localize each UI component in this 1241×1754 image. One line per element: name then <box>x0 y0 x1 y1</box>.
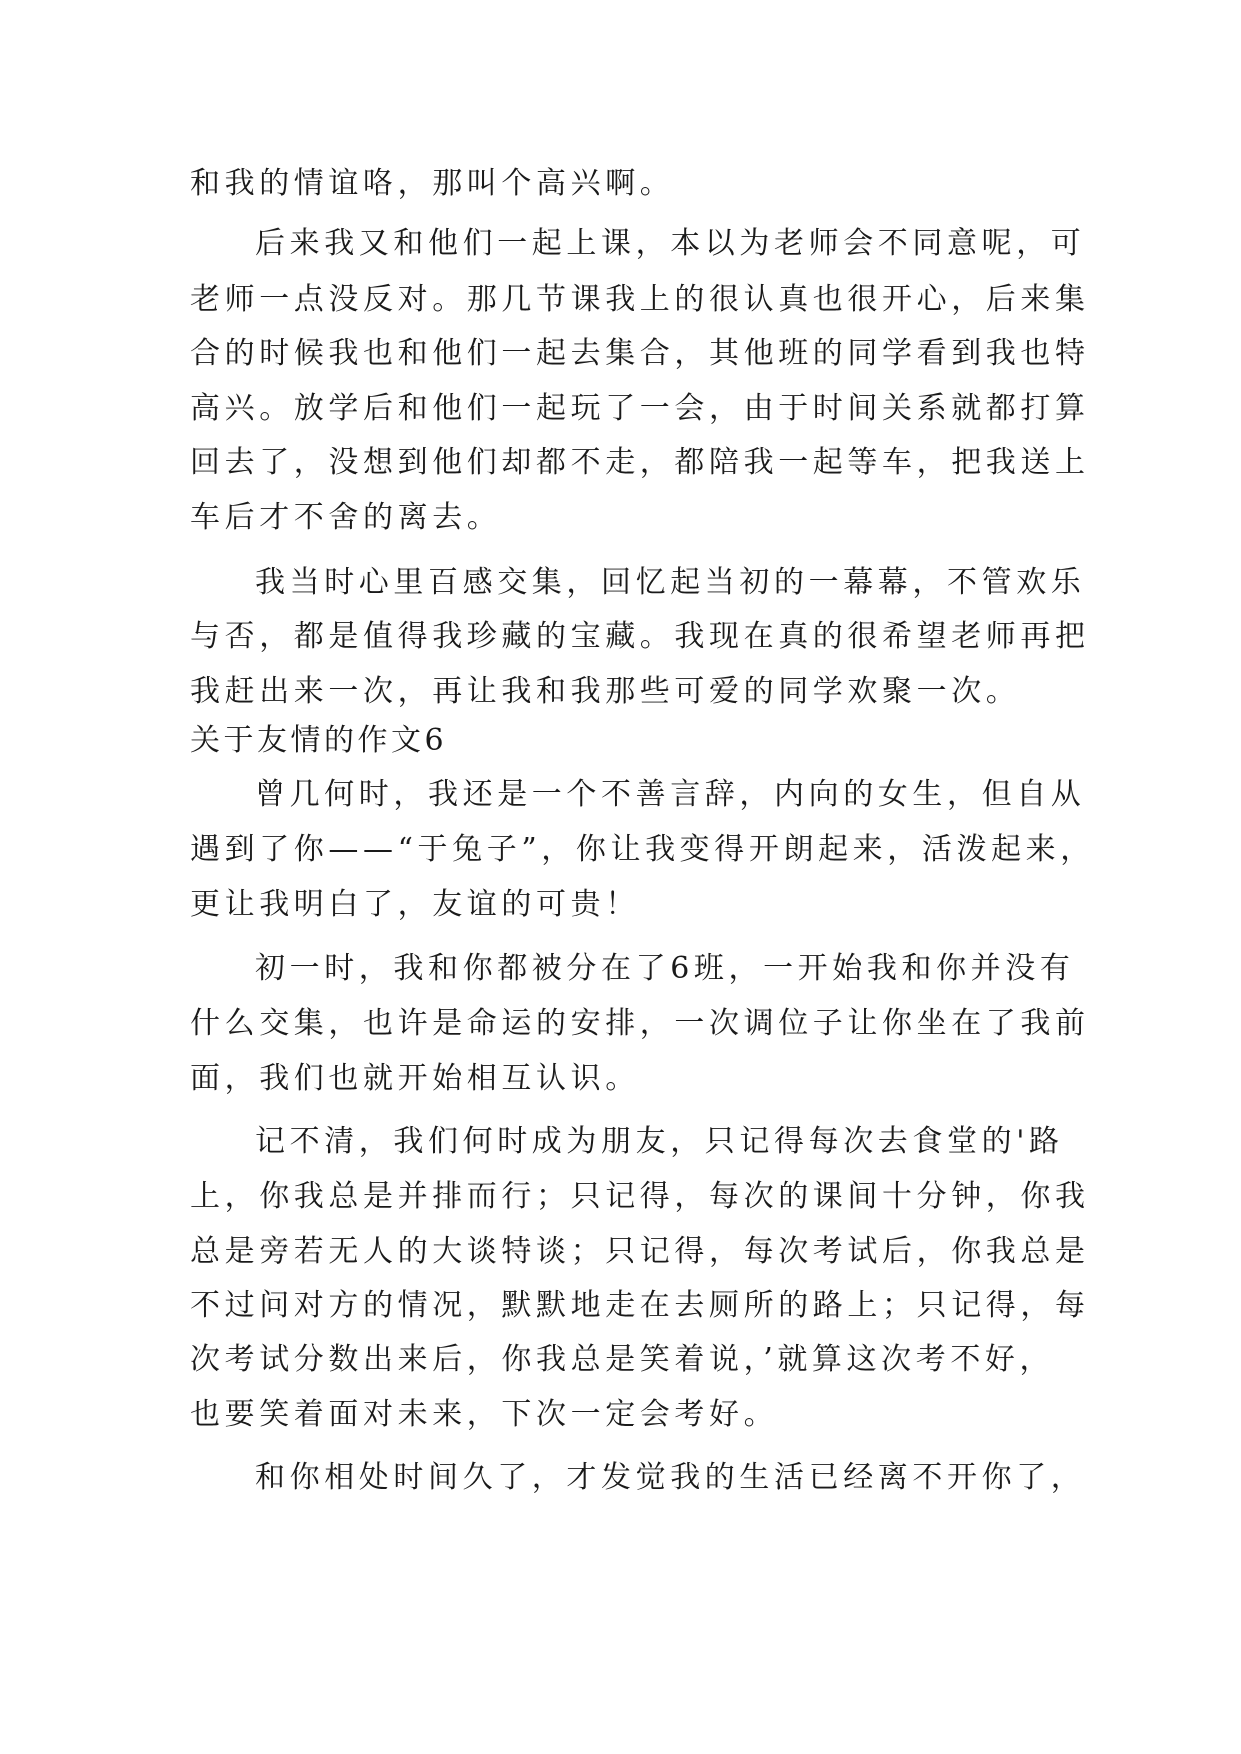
text-line: 也要笑着面对未来，下次一定会考好。 <box>190 1397 779 1432</box>
text-line: 和我的情谊咯，那叫个高兴啊。 <box>190 166 675 201</box>
text-line: 与否，都是值得我珍藏的宝藏。我现在真的很希望老师再把 <box>190 619 1090 654</box>
text-line: 车后才不舍的离去。 <box>190 500 502 535</box>
text-line: 什么交集，也许是命运的安排，一次调位子让你坐在了我前 <box>190 1006 1090 1041</box>
text-line: 上，你我总是并排而行；只记得，每次的课间十分钟，你我 <box>190 1179 1090 1214</box>
text-line: 更让我明白了，友谊的可贵！ <box>190 887 640 922</box>
text-line: 老师一点没反对。那几节课我上的很认真也很开心，后来集 <box>190 282 1090 317</box>
text-line: 回去了，没想到他们却都不走，都陪我一起等车，把我送上 <box>190 445 1090 480</box>
text-line: 总是旁若无人的大谈特谈；只记得，每次考试后，你我总是 <box>190 1234 1090 1269</box>
text-line: 面，我们也就开始相互认识。 <box>190 1061 640 1096</box>
section-heading: 关于友情的作文6 <box>190 723 448 758</box>
text-line: 后来我又和他们一起上课，本以为老师会不同意呢，可 <box>255 226 1086 261</box>
text-line: 合的时候我也和他们一起去集合，其他班的同学看到我也特 <box>190 336 1090 371</box>
text-line: 次考试分数出来后，你我总是笑着说，’就算这次考不好， <box>190 1342 1055 1377</box>
text-line: 遇到了你——“于兔子”，你让我变得开朗起来，活泼起来， <box>190 832 1095 867</box>
text-line: 和你相处时间久了，才发觉我的生活已经离不开你了， <box>255 1460 1086 1495</box>
text-line: 初一时，我和你都被分在了6班，一开始我和你并没有 <box>255 951 1075 986</box>
text-line: 记不清，我们何时成为朋友，只记得每次去食堂的'路 <box>255 1124 1064 1159</box>
text-line: 不过问对方的情况，默默地走在去厕所的路上；只记得，每 <box>190 1288 1090 1323</box>
text-line: 曾几何时，我还是一个不善言辞，内向的女生，但自从 <box>255 777 1086 812</box>
text-line: 高兴。放学后和他们一起玩了一会，由于时间关系就都打算 <box>190 391 1090 426</box>
text-line: 我赶出来一次，再让我和我那些可爱的同学欢聚一次。 <box>190 674 1021 709</box>
text-line: 我当时心里百感交集，回忆起当初的一幕幕，不管欢乐 <box>255 565 1086 600</box>
